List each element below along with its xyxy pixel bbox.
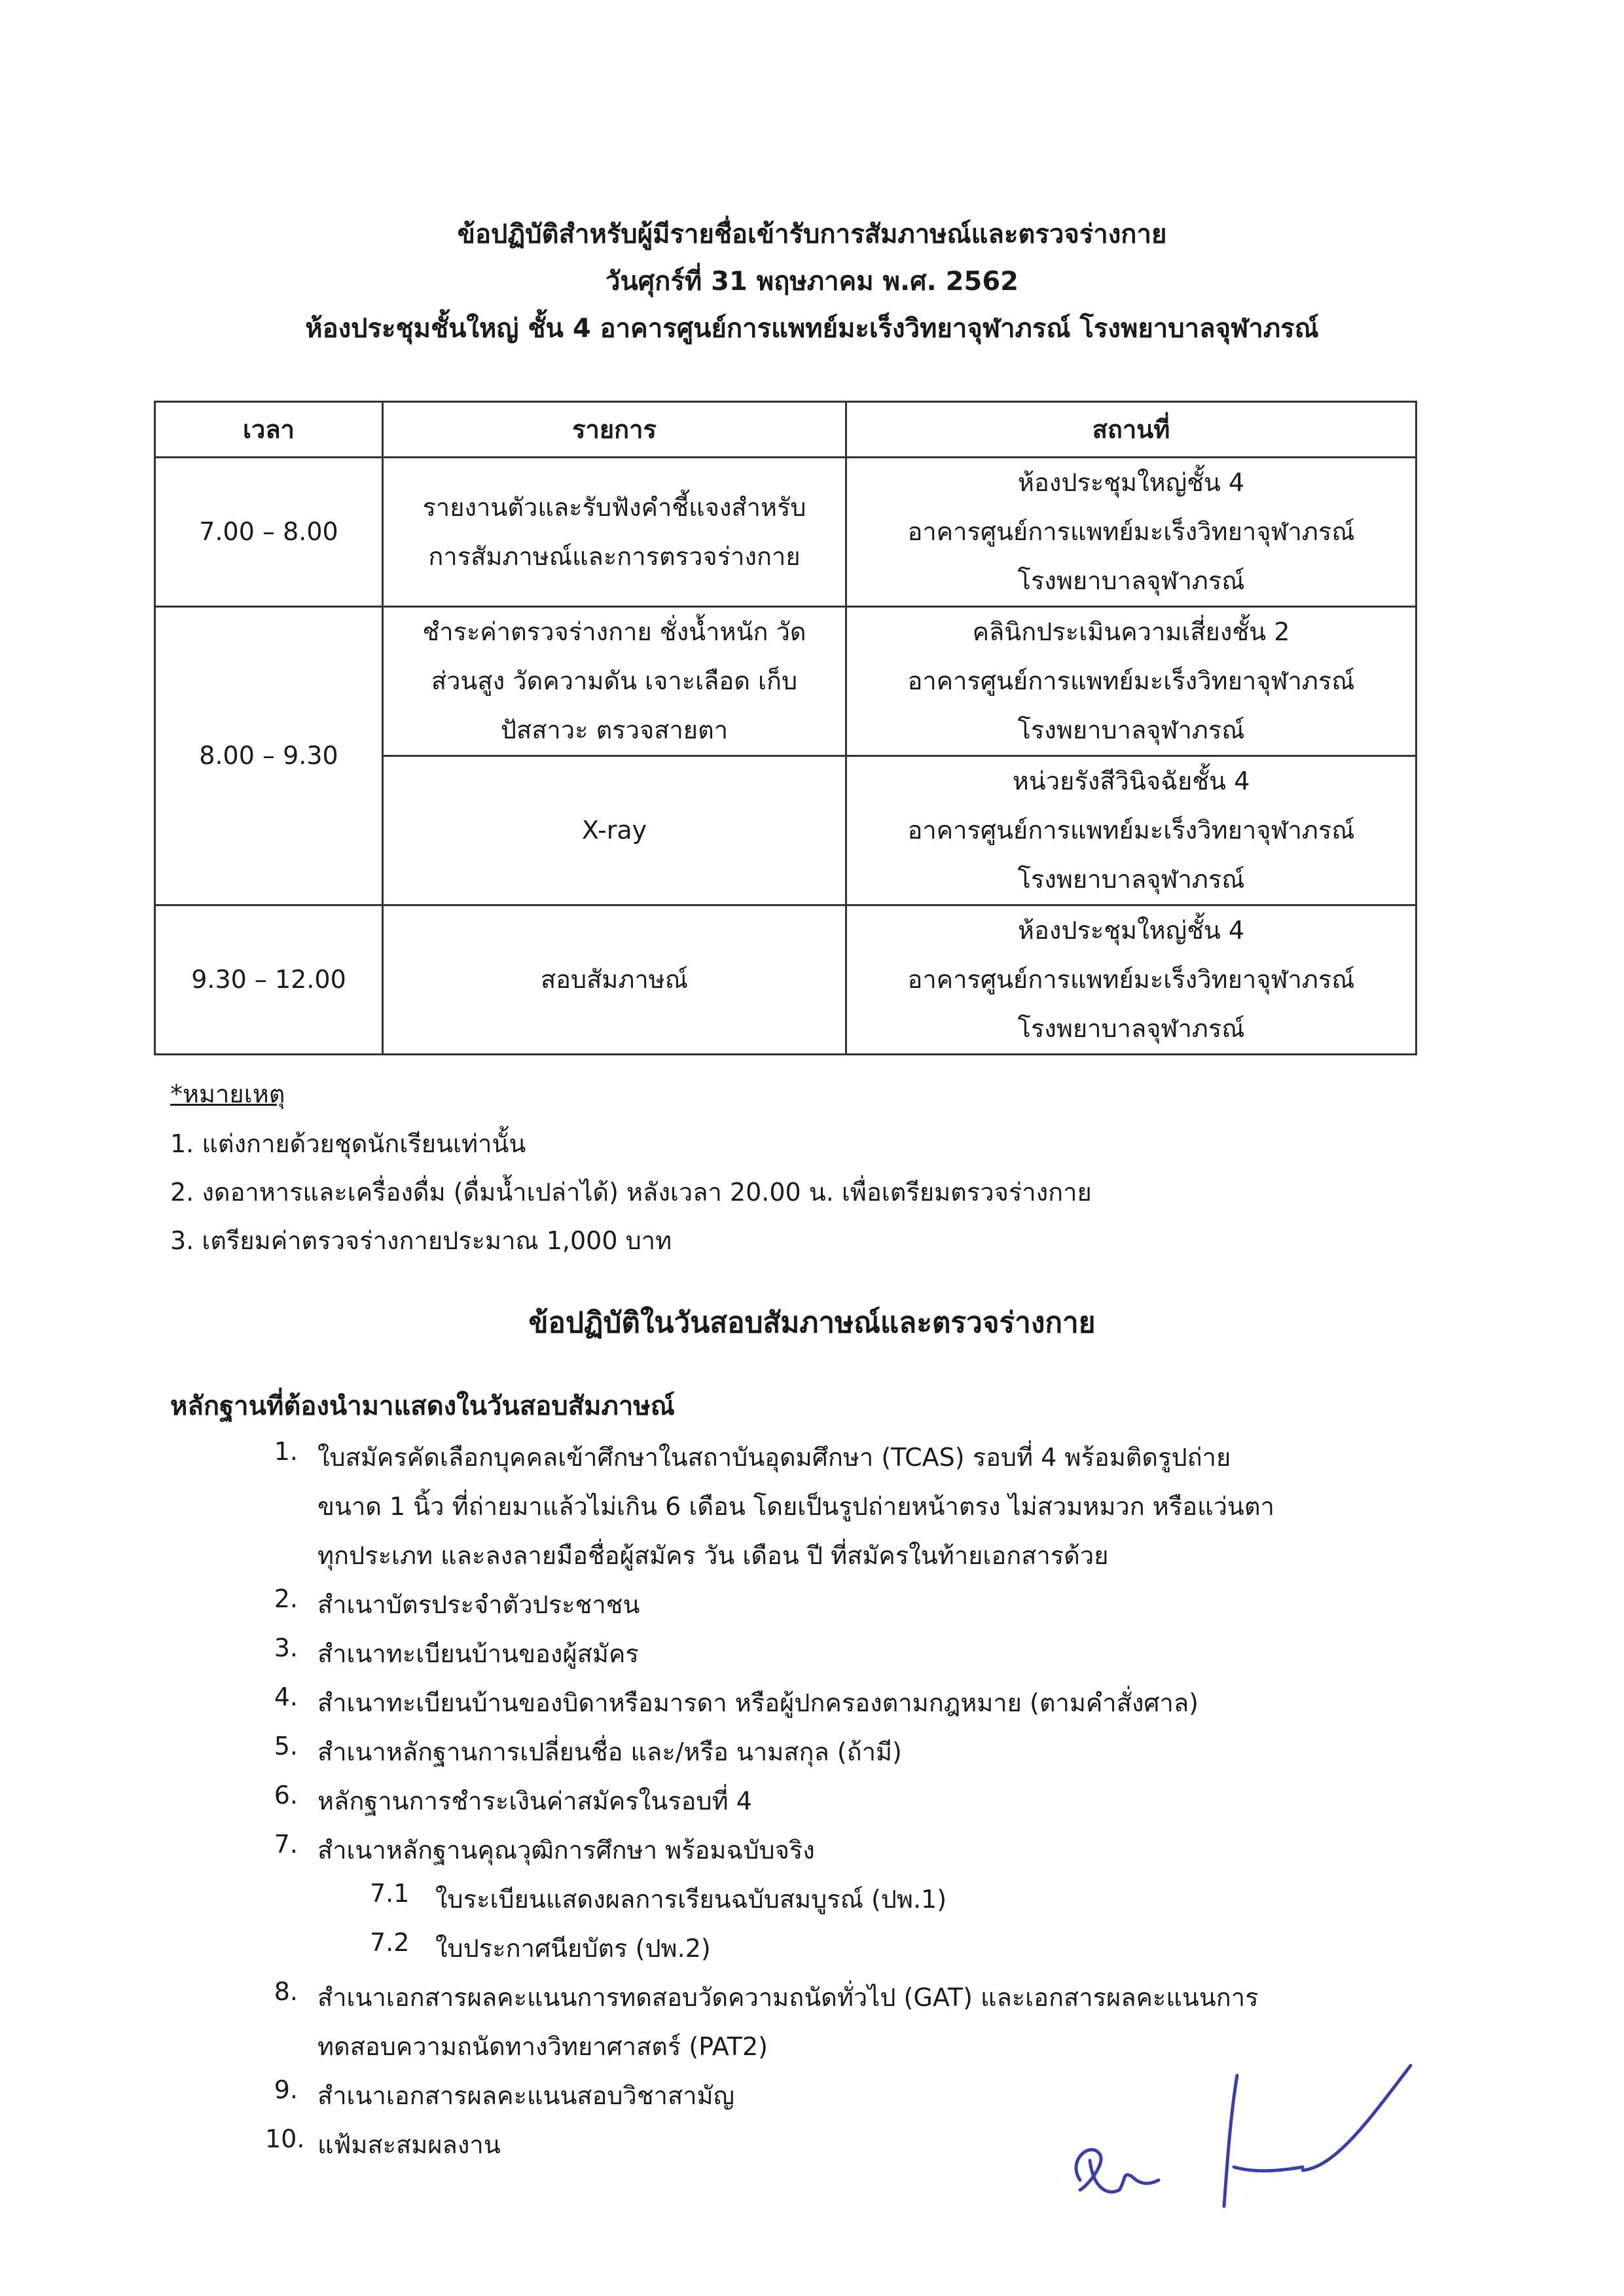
list-item: สำเนาหลักฐานคุณวุฒิการศึกษา พร้อมฉบับจริง xyxy=(317,1836,815,1865)
list-number: 2. xyxy=(274,1584,298,1613)
list-item: ใบสมัครคัดเลือกบุคคลเข้าศึกษาในสถาบันอุดมศึกษา (TCAS) รอบที่ 4 พร้อมติดรูปถ่าย xyxy=(317,1443,1231,1472)
document-title: ข้อปฏิบัติสำหรับผู้มีรายชื่อเข้ารับการสัมภาษณ์และตรวจร่างกาย xyxy=(457,219,1167,249)
signature-marks xyxy=(1060,2056,1466,2219)
list-item-continuation: ขนาด 1 นิ้ว ที่ถ่ายมาแล้วไม่เกิน 6 เดือน โดยเป็นรูปถ่ายหน้าตรง ไม่สวมหมวก หรือแว่นตา xyxy=(317,1492,1274,1521)
table-row xyxy=(155,905,1416,1055)
list-number: 7. xyxy=(274,1830,298,1859)
col-header-place: สถานที่ xyxy=(846,402,1416,458)
list-number: 8. xyxy=(274,1977,298,2006)
col-header-time: เวลา xyxy=(155,402,383,458)
time-cell: 8.00 – 9.30 xyxy=(155,607,383,905)
list-item: สำเนาทะเบียนบ้านของบิดาหรือมารดา หรือผู้ปกครองตามกฎหมาย (ตามคำสั่งศาล) xyxy=(317,1688,1199,1717)
table-row xyxy=(155,607,1416,756)
list-number: 5. xyxy=(274,1732,298,1760)
table-header-row xyxy=(155,402,1416,458)
list-item: แฟ้มสะสมผลงาน xyxy=(317,2130,501,2159)
time-cell: 9.30 – 12.00 xyxy=(155,905,383,1055)
list-item: หลักฐานการชำระเงินค่าสมัครในรอบที่ 4 xyxy=(317,1787,752,1815)
notes-heading: *หมายเหตุ xyxy=(170,1080,285,1108)
list-number: 4. xyxy=(274,1683,298,1711)
list-item: สำเนาบัตรประจำตัวประชาชน xyxy=(317,1590,640,1619)
item-cell: รายงานตัวและรับฟังคำชี้แจงสำหรับ การสัมภาษณ์และการตรวจร่างกาย xyxy=(383,458,846,607)
item-cell: ชำระค่าตรวจร่างกาย ชั่งน้ำหนัก วัด ส่วนสูง วัดความดัน เจาะเลือด เก็บ ปัสสาวะ ตรวจสายตา xyxy=(383,607,846,756)
list-item: สำเนาเอกสารผลคะแนนการทดสอบวัดความถนัดทั่วไป (GAT) และเอกสารผลคะแนนการ xyxy=(317,1983,1259,2012)
document-venue: ห้องประชุมชั้นใหญ่ ชั้น 4 อาคารศูนย์การแพทย์มะเร็งวิทยาจุฬาภรณ์ โรงพยาบาลจุฬาภรณ์ xyxy=(305,314,1319,344)
list-number: 9. xyxy=(274,2075,298,2104)
document-date: วันศุกร์ที่ 31 พฤษภาคม พ.ศ. 2562 xyxy=(605,266,1019,297)
list-item-continuation: ทดสอบความถนัดทางวิทยาศาสตร์ (PAT2) xyxy=(317,2032,768,2061)
table-row xyxy=(155,458,1416,607)
list-number: 10. xyxy=(265,2124,305,2153)
signature-1 xyxy=(1076,2150,1159,2192)
item-cell: สอบสัมภาษณ์ xyxy=(383,905,846,1055)
list-number: 3. xyxy=(274,1633,298,1662)
note-item: 2. งดอาหารและเครื่องดื่ม (ดื่มน้ำเปล่าได้) หลังเวลา 20.00 น. เพื่อเตรียมตรวจร่างกาย xyxy=(170,1178,1092,1207)
time-cell: 7.00 – 8.00 xyxy=(155,458,383,607)
note-item: 3. เตรียมค่าตรวจร่างกายประมาณ 1,000 บาท xyxy=(170,1226,672,1255)
place-cell: ห้องประชุมใหญ่ชั้น 4 อาคารศูนย์การแพทย์มะเร็งวิทยาจุฬาภรณ์ โรงพยาบาลจุฬาภรณ์ xyxy=(846,458,1416,607)
list-number: 1. xyxy=(274,1437,298,1466)
schedule-table xyxy=(154,401,1417,1055)
note-item: 1. แต่งกายด้วยชุดนักเรียนเท่านั้น xyxy=(170,1129,526,1158)
list-item: สำเนาทะเบียนบ้านของผู้สมัคร xyxy=(317,1639,639,1668)
section-subheading: หลักฐานที่ต้องนำมาแสดงในวันสอบสัมภาษณ์ xyxy=(170,1391,675,1421)
item-cell: X-ray xyxy=(383,756,846,905)
place-cell: คลินิกประเมินความเสี่ยงชั้น 2 อาคารศูนย์การแพทย์มะเร็งวิทยาจุฬาภรณ์ โรงพยาบาลจุฬาภรณ์ xyxy=(846,607,1416,756)
place-cell: หน่วยรังสีวินิจฉัยชั้น 4 อาคารศูนย์การแพทย์มะเร็งวิทยาจุฬาภรณ์ โรงพยาบาลจุฬาภรณ์ xyxy=(846,756,1416,905)
section-title: ข้อปฏิบัติในวันสอบสัมภาษณ์และตรวจร่างกาย xyxy=(528,1306,1096,1339)
signature-2 xyxy=(1224,2066,1411,2206)
list-item: สำเนาเอกสารผลคะแนนสอบวิชาสามัญ xyxy=(317,2081,734,2110)
sublist-item: ใบระเบียนแสดงผลการเรียนฉบับสมบูรณ์ (ปพ.1) xyxy=(435,1885,947,1914)
sublist-number: 7.2 xyxy=(370,1928,410,1957)
list-item: สำเนาหลักฐานการเปลี่ยนชื่อ และ/หรือ นามสกุล (ถ้ามี) xyxy=(317,1738,902,1766)
list-item-continuation: ทุกประเภท และลงลายมือชื่อผู้สมัคร วัน เดือน ปี ที่สมัครในท้ายเอกสารด้วย xyxy=(317,1541,1109,1570)
list-number: 6. xyxy=(274,1781,298,1810)
place-cell: ห้องประชุมใหญ่ชั้น 4 อาคารศูนย์การแพทย์มะเร็งวิทยาจุฬาภรณ์ โรงพยาบาลจุฬาภรณ์ xyxy=(846,905,1416,1055)
sublist-item: ใบประกาศนียบัตร (ปพ.2) xyxy=(435,1934,711,1963)
col-header-item: รายการ xyxy=(383,402,846,458)
sublist-number: 7.1 xyxy=(370,1879,410,1908)
